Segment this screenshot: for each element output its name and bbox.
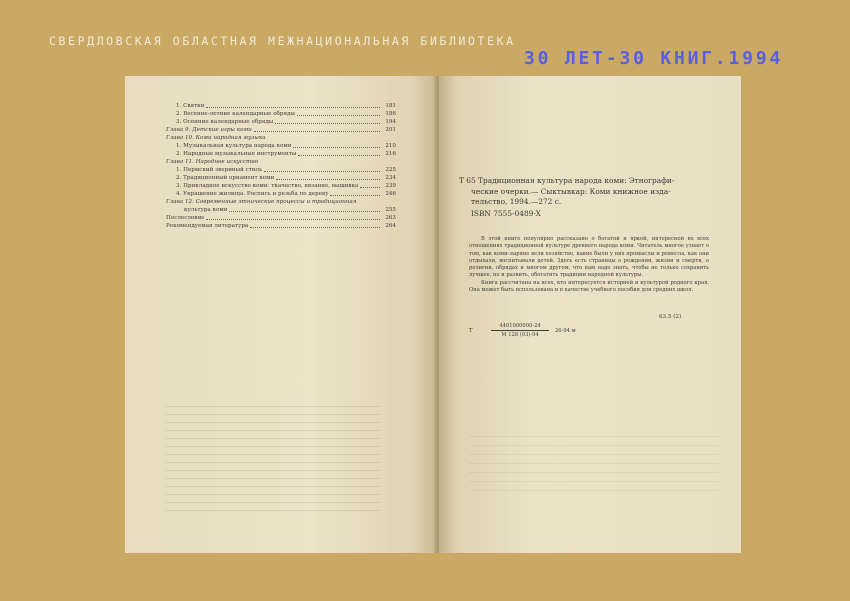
toc-entry-title: Глава 9. Детские игры коми bbox=[166, 127, 252, 133]
project-title: 30 ЛЕТ-30 КНИГ.1994 bbox=[524, 48, 784, 69]
toc-entry-title: Послесловие bbox=[166, 215, 205, 221]
annotation-paragraph-2: Книга рассчитана на всех, кто интересуется историей и культурой родного края. Она может быть использована и в качестве учебного пособия для средних школ. bbox=[469, 279, 709, 294]
left-page bbox=[125, 76, 437, 553]
toc-leader-dots bbox=[229, 206, 380, 212]
isbn: ISBN 7555-0489-X bbox=[471, 208, 541, 218]
toc-entry-title: 3. Прикладное искусство коми: ткачество, вязание, вышивка bbox=[176, 183, 359, 189]
toc-entry-title: Глава 10. Коми народная музыка bbox=[166, 135, 266, 141]
toc-entry-title: 1. Святки bbox=[176, 103, 205, 109]
toc-leader-dots bbox=[276, 174, 380, 180]
toc-row bbox=[166, 158, 396, 166]
table-of-contents bbox=[166, 102, 396, 230]
toc-leader-dots bbox=[360, 182, 380, 188]
toc-row bbox=[166, 206, 396, 214]
book-spread bbox=[125, 76, 741, 553]
toc-leader-dots bbox=[206, 214, 380, 220]
toc-row bbox=[166, 110, 396, 118]
biblio-line-1: Т 65 Традиционная культура народа коми: Этнографи- bbox=[459, 176, 675, 185]
index-numerator: 4401000000-24 bbox=[491, 323, 549, 331]
toc-entry-title: Рекомендуемая литература bbox=[166, 223, 249, 229]
index-denominator: М 128 (03)-94 bbox=[501, 332, 539, 338]
toc-entry-title: культура коми bbox=[184, 207, 228, 213]
bbk-code: 63.5 (2) bbox=[659, 314, 682, 320]
toc-leader-dots bbox=[206, 102, 380, 108]
toc-row bbox=[166, 134, 396, 142]
toc-page-number: 263 bbox=[385, 215, 396, 221]
toc-leader-dots bbox=[298, 150, 380, 156]
toc-page-number: 186 bbox=[385, 111, 396, 117]
toc-row bbox=[166, 142, 396, 150]
annotation bbox=[469, 236, 709, 294]
toc-entry-title: 1. Музыкальная культура народа коми bbox=[176, 143, 292, 149]
biblio-line-2: ческие очерки.— Сыктывкар: Коми книжное изда- bbox=[471, 186, 671, 196]
toc-entry-title: 3. Осенние календарные обряды bbox=[176, 119, 274, 125]
toc-row bbox=[166, 214, 396, 222]
toc-page-number: 239 bbox=[385, 183, 396, 189]
toc-entry-title: Глава 11. Народное искусство bbox=[166, 159, 259, 165]
bleed-through-text bbox=[469, 436, 719, 496]
toc-row bbox=[166, 150, 396, 158]
toc-page-number: 255 bbox=[385, 207, 396, 213]
toc-page-number: 264 bbox=[385, 223, 396, 229]
toc-row bbox=[166, 190, 396, 198]
toc-entry-title: 2. Весенне-летние календарные обряды bbox=[176, 111, 295, 117]
toc-page-number: 225 bbox=[385, 167, 396, 173]
toc-page-number: 216 bbox=[385, 151, 396, 157]
bibliographic-record bbox=[459, 176, 709, 219]
toc-row bbox=[166, 174, 396, 182]
toc-leader-dots bbox=[250, 222, 380, 228]
toc-leader-dots bbox=[330, 190, 380, 196]
toc-entry-title: 2. Народные музыкальные инструменты bbox=[176, 151, 297, 157]
toc-page-number: 181 bbox=[385, 103, 396, 109]
library-name: СВЕРДЛОВСКАЯ ОБЛАСТНАЯ МЕЖНАЦИОНАЛЬНАЯ БИБЛИОТЕКА bbox=[49, 34, 516, 48]
toc-row bbox=[166, 198, 396, 206]
toc-page-number: 246 bbox=[385, 191, 396, 197]
index-letter: Т bbox=[469, 328, 473, 334]
biblio-line-3: тельство, 1994.—272 с. bbox=[471, 197, 562, 206]
toc-entry-title: 4. Украшение жилища. Роспись и резьба по дереву bbox=[176, 191, 329, 197]
index-side: 26-94 м bbox=[555, 328, 576, 334]
toc-leader-dots bbox=[254, 126, 380, 132]
annotation-paragraph-1: В этой книге популярно рассказано о богатой и яркой, интересной во всех отношениях традиционной культуре древнего народа коми. Читатель многое узнает о том, как коми-зыряне вели хозяйство, какие были у них промыслы и ремесла, как они отдыхали, воспитывали детей. Здесь есть страницы о рождении, жизни и смерти, о религии, обрядах и многом другом, что нам надо знать, чтобы не только сохранить лучшее, но и развить, обогатить традиции народной культуры. bbox=[469, 236, 709, 279]
toc-entry-title: 1. Пермский звериный стиль bbox=[176, 167, 263, 173]
toc-leader-dots bbox=[275, 118, 380, 124]
toc-page-number: 234 bbox=[385, 175, 396, 181]
toc-entry-title: Глава 12. Современные этнические процессы и традиционная bbox=[166, 199, 357, 205]
toc-row bbox=[166, 182, 396, 190]
toc-leader-dots bbox=[293, 142, 380, 148]
toc-page-number: 201 bbox=[385, 127, 396, 133]
toc-leader-dots bbox=[264, 166, 380, 172]
toc-row bbox=[166, 222, 396, 230]
toc-entry-title: 2. Традиционный орнамент коми bbox=[176, 175, 275, 181]
toc-row bbox=[166, 126, 396, 134]
toc-row bbox=[166, 166, 396, 174]
bleed-through-text bbox=[165, 406, 380, 516]
toc-row bbox=[166, 118, 396, 126]
right-page bbox=[439, 76, 741, 553]
toc-row bbox=[166, 102, 396, 110]
toc-leader-dots bbox=[297, 110, 380, 116]
toc-page-number: 210 bbox=[385, 143, 396, 149]
toc-page-number: 194 bbox=[385, 119, 396, 125]
